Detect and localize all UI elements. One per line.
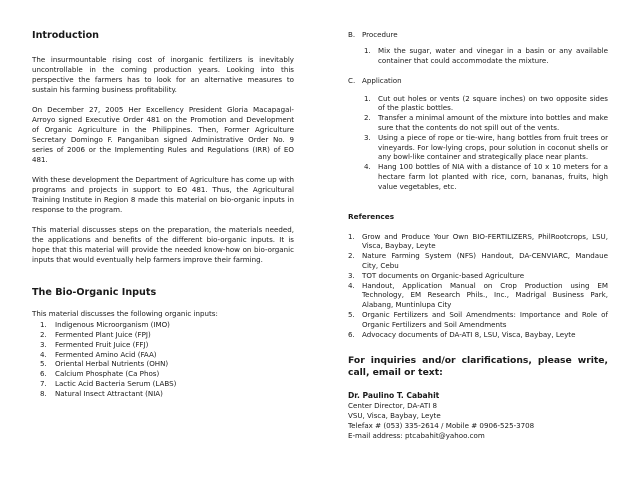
list-item: 5. Organic Fertilizers and Soil Amendments: Importance and Role of Organic Fertilizers and Soil Amendments: [348, 309, 608, 329]
list-item: 2. Transfer a minimal amount of the mixture into bottles and make sure that the contents do not spill out of the vents.: [364, 113, 608, 132]
right-column: [348, 30, 608, 441]
list-item: 4. Handout, Application Manual on Crop Production using EM Technology, EM Research Phils., Inc., Madrigal Business Park, Alabang, Muntinlupa City: [348, 280, 608, 310]
application-heading: C. Application: [348, 75, 402, 85]
application-steps-list: [364, 94, 608, 192]
intro-paragraph-1: The insurmountable rising cost of inorganic fertilizers is inevitably uncontrollable in the coming production years. Looking into this perspective the farmers has to look for an alternative measures to sustain his farming business profitability.: [32, 55, 294, 95]
list-item: 4. Fermented Amino Acid (FAA): [40, 349, 157, 359]
list-item: 2. Nature Farming System (NFS) Handout, DA-CENVIARC, Mandaue City, Cebu: [348, 251, 608, 270]
list-item: 3. TOT documents on Organic-based Agriculture: [348, 270, 525, 280]
procedure-steps-list: [364, 46, 608, 66]
list-item: 6. Calcium Phosphate (Ca Phos): [40, 369, 160, 379]
inquiry-heading: For inquiries and/or clarifications, please write, call, email or text:: [348, 355, 608, 379]
list-item: 4. Hang 100 bottles of NIA with a distance of 10 x 10 meters for a hectare farm lot planted with rice, corn, bananas, fruits, high value vegetables, etc.: [364, 162, 608, 191]
list-item: 2. Fermented Plant Juice (FPJ): [40, 330, 151, 340]
contact-address: VSU, Visca, Baybay, Leyte: [348, 411, 441, 421]
contact-phone: Telefax # (053) 335-2614 / Mobile # 0906-525-3708: [348, 420, 535, 430]
introduction-heading: Introduction: [32, 30, 99, 41]
intro-paragraph-4: This material discusses steps on the preparation, the materials needed, the applications and benefits of the different bio-organic inputs. It is hope that this material will provide the needed know-how on bio-organic inputs that would eventually help farmers improve their farming.: [32, 224, 294, 265]
list-item: 3. Using a piece of rope or tie-wire, hang bottles from fruit trees or vineyards. For low-lying crops, pour solution in coconut shells or any bowl-like container and strategically place near plants.: [364, 132, 608, 162]
references-list: [348, 232, 608, 340]
intro-paragraph-3: With these development the Department of Agriculture has come up with programs and projects in support to EO 481. Thus, the Agricultural Training Institute in Region 8 made this material on bio-organic inputs in response to the program.: [32, 174, 294, 215]
references-heading: References: [348, 211, 395, 221]
contact-email: E-mail address: ptcabahit@yahoo.com: [348, 430, 485, 440]
contact-name: Dr. Paulino T. Cabahit: [348, 391, 440, 401]
left-column: [32, 30, 294, 399]
list-item: 8. Natural Insect Attractant (NIA): [40, 388, 163, 398]
bio-organic-heading: The Bio-Organic Inputs: [32, 287, 157, 299]
list-item: 1. Cut out holes or vents (2 square inches) on two opposite sides of the plastic bottles.: [364, 93, 608, 113]
list-item: 1. Mix the sugar, water and vinegar in a basin or any available container that could accommodate the mixture.: [364, 46, 608, 65]
list-item: 3. Fermented Fruit Juice (FFJ): [40, 339, 149, 349]
bio-organic-inputs-list: [32, 320, 294, 398]
procedure-heading: B. Procedure: [348, 30, 398, 39]
list-item: 5. Oriental Herbal Nutrients (OHN): [40, 359, 169, 369]
intro-paragraph-2: On December 27, 2005 Her Excellency President Gloria Macapagal-Arroyo signed Executive Order 481 on the Promotion and Development of Organic Agriculture in the Philippines. Then, Former Agriculture Secretary Domingo F. Panganiban signed Administrative Order No. 9 series of 2006 or the Implementing Rules and Regulations (IRR) of EO 481.: [32, 104, 294, 165]
list-item: 6. Advocacy documents of DA-ATI 8, LSU, Visca, Baybay, Leyte: [348, 329, 576, 339]
contact-position: Center Director, DA-ATI 8: [348, 401, 438, 411]
bio-organic-intro: This material discusses the following organic inputs:: [32, 309, 218, 319]
list-item: 7. Lactic Acid Bacteria Serum (LABS): [40, 379, 177, 389]
list-item: 1. Indigenous Microorganism (IMO): [40, 320, 170, 330]
list-item: 1. Grow and Produce Your Own BIO-FERTILIZERS, PhilRootcrops, LSU, Visca, Baybay, Leyte: [348, 231, 608, 251]
